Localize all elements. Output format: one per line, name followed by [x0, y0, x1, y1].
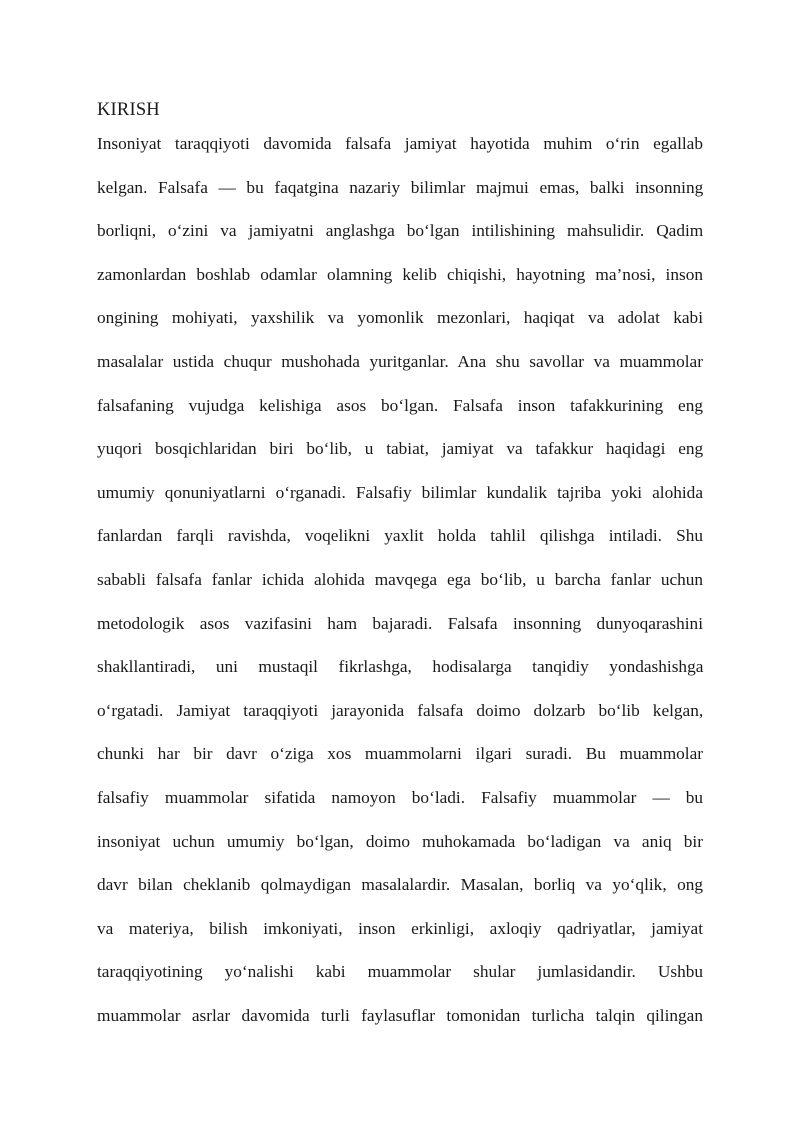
text-line: falsafaning vujudga kelishiga asos bo‘lgan. Falsafa inson tafakkurining eng: [97, 395, 703, 415]
text-line: insoniyat uchun umumiy bo‘lgan, doimo muhokamada bo‘ladigan va aniq bir: [97, 831, 703, 851]
text-line: muammolar asrlar davomida turli faylasuflar tomonidan turlicha talqin qilingan: [97, 1005, 703, 1025]
text-line: taraqqiyotining yo‘nalishi kabi muammolar shular jumlasidandir. Ushbu: [97, 962, 703, 982]
section-heading: KIRISH: [97, 100, 160, 120]
text-line: o‘rgatadi. Jamiyat taraqqiyoti jarayonida falsafa doimo dolzarb bo‘lib kelgan,: [97, 700, 704, 720]
text-line: metodologik asos vazifasini ham bajaradi. Falsafa insonning dunyoqarashini: [97, 613, 703, 633]
text-line: Insoniyat taraqqiyoti davomida falsafa jamiyat hayotida muhim o‘rin egallab: [97, 134, 703, 153]
document-page: [97, 95, 703, 1044]
text-line: kelgan. Falsafa — bu faqatgina nazariy bilimlar majmui emas, balki insonning: [97, 177, 704, 197]
body-paragraph: [97, 129, 703, 1044]
text-line: ongining mohiyati, yaxshilik va yomonlik mezonlari, haqiqat va adolat kabi: [97, 308, 703, 328]
text-line: borliqni, o‘zini va jamiyatni anglashga bo‘lgan intilishining mahsulidir. Qadim: [97, 221, 704, 241]
text-line: shakllantiradi, uni mustaqil fikrlashga, hodisalarga tanqidiy yondashishga: [97, 657, 704, 677]
text-line: chunki har bir davr o‘ziga xos muammolarni ilgari suradi. Bu muammolar: [97, 744, 704, 764]
text-line: sababli falsafa fanlar ichida alohida mavqega ega bo‘lib, u barcha fanlar uchun: [97, 569, 704, 589]
text-line: umumiy qonuniyatlarni o‘rganadi. Falsafiy bilimlar kundalik tajriba yoki alohida: [97, 482, 703, 502]
text-line: masalalar ustida chuqur mushohada yuritganlar. Ana shu savollar va muammolar: [97, 351, 703, 371]
text-line: falsafiy muammolar sifatida namoyon bo‘ladi. Falsafiy muammolar — bu: [97, 787, 704, 807]
text-line: fanlardan farqli ravishda, voqelikni yaxlit holda tahlil qilishga intiladi. Shu: [97, 526, 703, 546]
text-line: va materiya, bilish imkoniyati, inson erkinligi, axloqiy qadriyatlar, jamiyat: [97, 918, 703, 938]
text-line: yuqori bosqichlaridan biri bo‘lib, u tabiat, jamiyat va tafakkur haqidagi eng: [97, 439, 704, 459]
text-line: zamonlardan boshlab odamlar olamning kelib chiqishi, hayotning ma’nosi, inson: [97, 264, 703, 284]
text-line: davr bilan cheklanib qolmaydigan masalalardir. Masalan, borliq va yo‘qlik, ong: [97, 875, 703, 895]
